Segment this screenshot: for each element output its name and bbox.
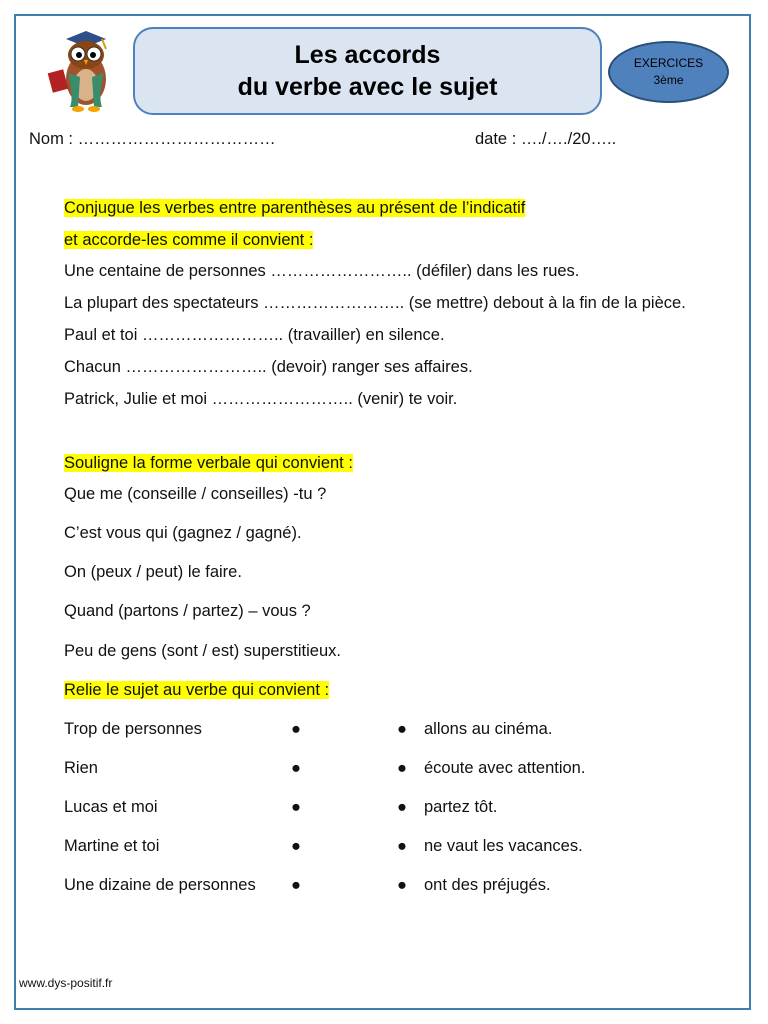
exercise2-item: Que me (conseille / conseilles) -tu ? <box>64 485 327 503</box>
verb-bullet[interactable]: ● <box>397 798 407 816</box>
subject-bullet[interactable]: ● <box>291 759 301 777</box>
exercise1-instruction-line1: Conjugue les verbes entre parenthèses au présent de l’indicatif <box>64 199 526 217</box>
verb-item: écoute avec attention. <box>424 759 586 777</box>
name-field[interactable]: Nom : ……………………………… <box>29 130 276 148</box>
subject-item: Martine et toi <box>64 837 160 855</box>
exercise1-item: Patrick, Julie et moi …………………….. (venir) te voir. <box>64 390 458 408</box>
exercise3-instruction: Relie le sujet au verbe qui convient : <box>64 681 330 699</box>
exercise2-item: C’est vous qui (gagnez / gagné). <box>64 524 302 542</box>
exercise1-item: Une centaine de personnes …………………….. (défiler) dans les rues. <box>64 262 580 280</box>
subject-bullet[interactable]: ● <box>291 876 301 894</box>
subject-item: Trop de personnes <box>64 720 202 738</box>
page-title-line2: du verbe avec le sujet <box>237 73 498 101</box>
exercise2-item: Quand (partons / partez) – vous ? <box>64 602 311 620</box>
exercise1-item: La plupart des spectateurs …………………….. (se mettre) debout à la fin de la pièce. <box>64 294 686 312</box>
subject-item: Rien <box>64 759 98 777</box>
verb-bullet[interactable]: ● <box>397 876 407 894</box>
verb-item: ont des préjugés. <box>424 876 551 894</box>
verb-bullet[interactable]: ● <box>397 759 407 777</box>
verb-bullet[interactable]: ● <box>397 837 407 855</box>
exercise1-item: Paul et toi …………………….. (travailler) en silence. <box>64 326 445 344</box>
exercise2-instruction: Souligne la forme verbale qui convient : <box>64 454 353 472</box>
verb-bullet[interactable]: ● <box>397 720 407 738</box>
date-field[interactable]: date : …./…./20….. <box>475 130 617 148</box>
subject-bullet[interactable]: ● <box>291 837 301 855</box>
badge-level: 3ème <box>653 73 684 87</box>
verb-item: ne vaut les vacances. <box>424 837 583 855</box>
page-title-line1: Les accords <box>294 41 441 69</box>
subject-item: Lucas et moi <box>64 798 158 816</box>
footer-website: www.dys-positif.fr <box>19 976 113 990</box>
subject-bullet[interactable]: ● <box>291 720 301 738</box>
title-box <box>133 27 602 115</box>
exercise1-item: Chacun …………………….. (devoir) ranger ses affaires. <box>64 358 473 376</box>
subject-bullet[interactable]: ● <box>291 798 301 816</box>
owl-teacher-icon <box>44 27 124 115</box>
exercise1-instruction-line2: et accorde-les comme il convient : <box>64 231 314 249</box>
subject-item: Une dizaine de personnes <box>64 876 256 894</box>
verb-item: allons au cinéma. <box>424 720 553 738</box>
exercise2-item: Peu de gens (sont / est) superstitieux. <box>64 642 341 660</box>
verb-item: partez tôt. <box>424 798 498 816</box>
badge-label: EXERCICES <box>633 56 704 70</box>
exercise2-item: On (peux / peut) le faire. <box>64 563 242 581</box>
page-border <box>14 14 751 1010</box>
level-badge <box>608 41 729 103</box>
